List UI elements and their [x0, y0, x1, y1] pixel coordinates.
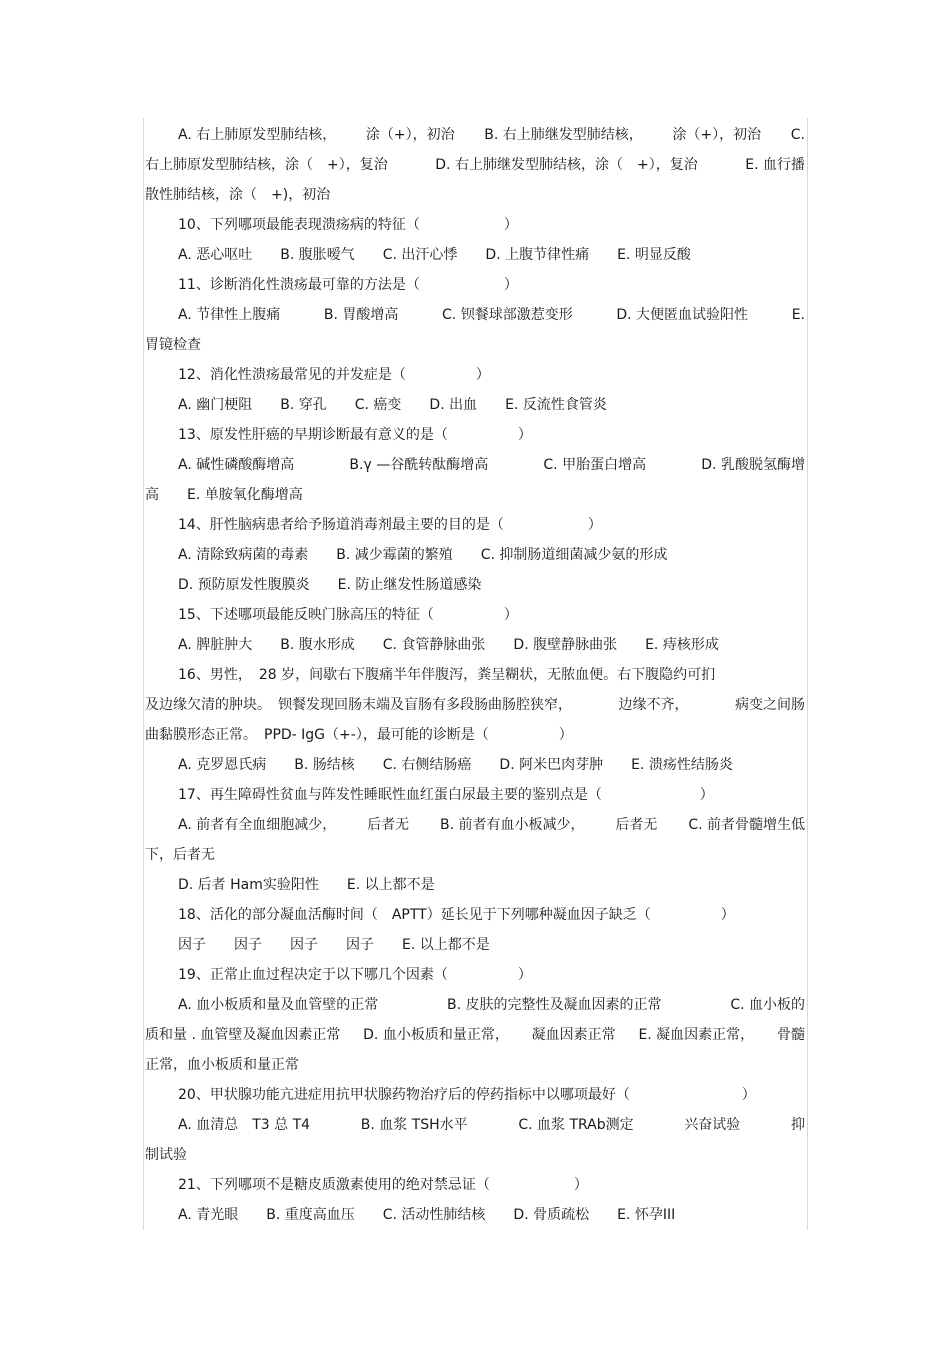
text-line: 17、再生障碍性贫血与阵发性睡眠性血红蛋白尿最主要的鉴别点是（ ） — [178, 787, 714, 803]
text-line: 正常，血小板质和量正常 — [145, 1057, 299, 1073]
text-line: 胃镜检查 — [145, 337, 201, 353]
text-line: 12、消化性溃疡最常见的并发症是（ ） — [178, 367, 490, 383]
text-segment: D. 右上肺继发型肺结核，涂（ +），复治 — [435, 157, 698, 173]
text-segment: 涂（+），初治 — [365, 127, 455, 143]
document-body — [145, 120, 805, 1230]
text-line: A. 清除致病菌的毒素 B. 减少霉菌的繁殖 C. 抑制肠道细菌减少氨的形成 — [178, 547, 668, 563]
text-line: A. 青光眼 B. 重度高血压 C. 活动性肺结核 D. 骨质疏松 E. 怀孕III — [178, 1207, 676, 1223]
text-line: 散性肺结核，涂（ +)，初治 — [145, 187, 331, 203]
text-segment: C. 甲胎蛋白增高 — [543, 457, 647, 473]
text-line — [145, 1110, 805, 1140]
text-line: 下，后者无 — [145, 847, 215, 863]
text-line — [145, 1020, 805, 1050]
text-segment: B. 皮肤的完整性及凝血因素的正常 — [447, 997, 662, 1013]
text-segment: 骨髓 — [776, 1027, 805, 1043]
text-line: 20、甲状腺功能亢进症用抗甲状腺药物治疗后的停药指标中以哪项最好（ ） — [178, 1087, 756, 1103]
text-line: D. 预防原发性腹膜炎 E. 防止继发性肠道感染 — [178, 577, 482, 593]
text-line: A. 恶心呕吐 B. 腹胀嗳气 C. 出汗心悸 D. 上腹节律性痛 E. 明显反酸 — [178, 247, 691, 263]
text-segment: 抑 — [790, 1117, 805, 1133]
text-segment: B.γ —谷酰转酞酶增高 — [349, 457, 489, 473]
text-line: 高 E. 单胺氧化酶增高 — [145, 487, 303, 503]
text-segment: 后者无 — [367, 817, 410, 833]
text-line: 19、正常止血过程决定于以下哪几个因素（ ） — [178, 967, 532, 983]
text-segment: B. 胃酸增高 — [323, 307, 399, 323]
text-segment: A. 右上肺原发型肺结核， — [178, 127, 337, 143]
text-segment: 质和量 . 血管壁及凝血因素正常 — [145, 1027, 341, 1043]
text-segment: A. 碱性磷酸酶增高 — [178, 457, 295, 473]
text-line: 制试验 — [145, 1147, 187, 1163]
text-segment: C. 前者骨髓增生低 — [688, 817, 805, 833]
text-segment: 病变之间肠 — [735, 697, 805, 713]
text-segment: 兴奋试验 — [684, 1117, 741, 1133]
text-line — [145, 990, 805, 1020]
text-line — [145, 810, 805, 840]
text-segment: 涂（+），初治 — [672, 127, 762, 143]
text-segment: C. 钡餐球部激惹变形 — [442, 307, 573, 323]
text-line — [145, 450, 805, 480]
text-segment: A. 节律性上腹痛 — [178, 307, 281, 323]
text-segment: D. 乳酸脱氢酶增 — [701, 457, 805, 473]
text-line: 21、下列哪项不是糖皮质激素使用的绝对禁忌证（ ） — [178, 1177, 588, 1193]
text-segment: C. — [790, 127, 805, 143]
text-segment: C. 血小板的 — [730, 997, 805, 1013]
text-line: 因子 因子 因子 因子 E. 以上都不是 — [178, 937, 490, 953]
text-segment: 凝血因素正常 — [531, 1027, 616, 1043]
text-segment: B. 血浆 TSH水平 — [360, 1117, 468, 1133]
text-line: 10、下列哪项最能表现溃疡病的特征（ ） — [178, 217, 518, 233]
text-segment: D. 血小板质和量正常， — [363, 1027, 509, 1043]
text-segment: D. 大便匿血试验阳性 — [616, 307, 749, 323]
text-line: 曲黏膜形态正常。 PPD- IgG（+-），最可能的诊断是（ ） — [145, 727, 573, 743]
text-segment: A. 血清总 T3 总 T4 — [178, 1117, 311, 1133]
text-segment: A. 前者有全血细胞减少， — [178, 817, 337, 833]
text-segment: 右上肺原发型肺结核，涂（ +），复治 — [145, 157, 388, 173]
text-line — [145, 300, 805, 330]
text-segment: 及边缘欠清的肿块。 钡餐发现回肠末端及盲肠有多段肠曲肠腔狭窄， — [145, 697, 572, 713]
text-segment: E. — [791, 307, 805, 323]
text-segment: E. 血行播 — [745, 157, 805, 173]
text-line: 18、活化的部分凝血活酶时间（ APTT）延长见于下列哪种凝血因子缺乏（ ） — [178, 907, 735, 923]
text-segment: B. 右上肺继发型肺结核， — [484, 127, 643, 143]
text-line: 14、肝性脑病患者给予肠道消毒剂最主要的目的是（ ） — [178, 517, 602, 533]
text-line: D. 后者 Ham实验阳性 E. 以上都不是 — [178, 877, 435, 893]
text-line: 11、诊断消化性溃疡最可靠的方法是（ ） — [178, 277, 518, 293]
text-line: 16、男性， 28 岁，间歇右下腹痛半年伴腹泻，粪呈糊状，无脓血便。右下腹隐约可扪 — [178, 667, 716, 683]
text-line: 15、下述哪项最能反映门脉高压的特征（ ） — [178, 607, 518, 623]
text-line — [145, 690, 805, 720]
text-line: A. 脾脏肿大 B. 腹水形成 C. 食管静脉曲张 D. 腹壁静脉曲张 E. 痔核形成 — [178, 637, 719, 653]
text-line: A. 幽门梗阻 B. 穿孔 C. 癌变 D. 出血 E. 反流性食管炎 — [178, 397, 607, 413]
text-line — [145, 150, 805, 180]
text-segment: A. 血小板质和量及血管壁的正常 — [178, 997, 379, 1013]
text-segment: E. 凝血因素正常， — [638, 1027, 755, 1043]
text-line: A. 克罗恩氏病 B. 肠结核 C. 右侧结肠癌 D. 阿米巴肉芽肿 E. 溃疡性结肠炎 — [178, 757, 733, 773]
text-segment: 后者无 — [615, 817, 658, 833]
text-segment: 边缘不齐， — [618, 697, 689, 713]
text-line — [145, 120, 805, 150]
text-line: 13、原发性肝癌的早期诊断最有意义的是（ ） — [178, 427, 532, 443]
text-segment: B. 前者有血小板减少， — [440, 817, 585, 833]
text-segment: C. 血浆 TRAb测定 — [518, 1117, 634, 1133]
